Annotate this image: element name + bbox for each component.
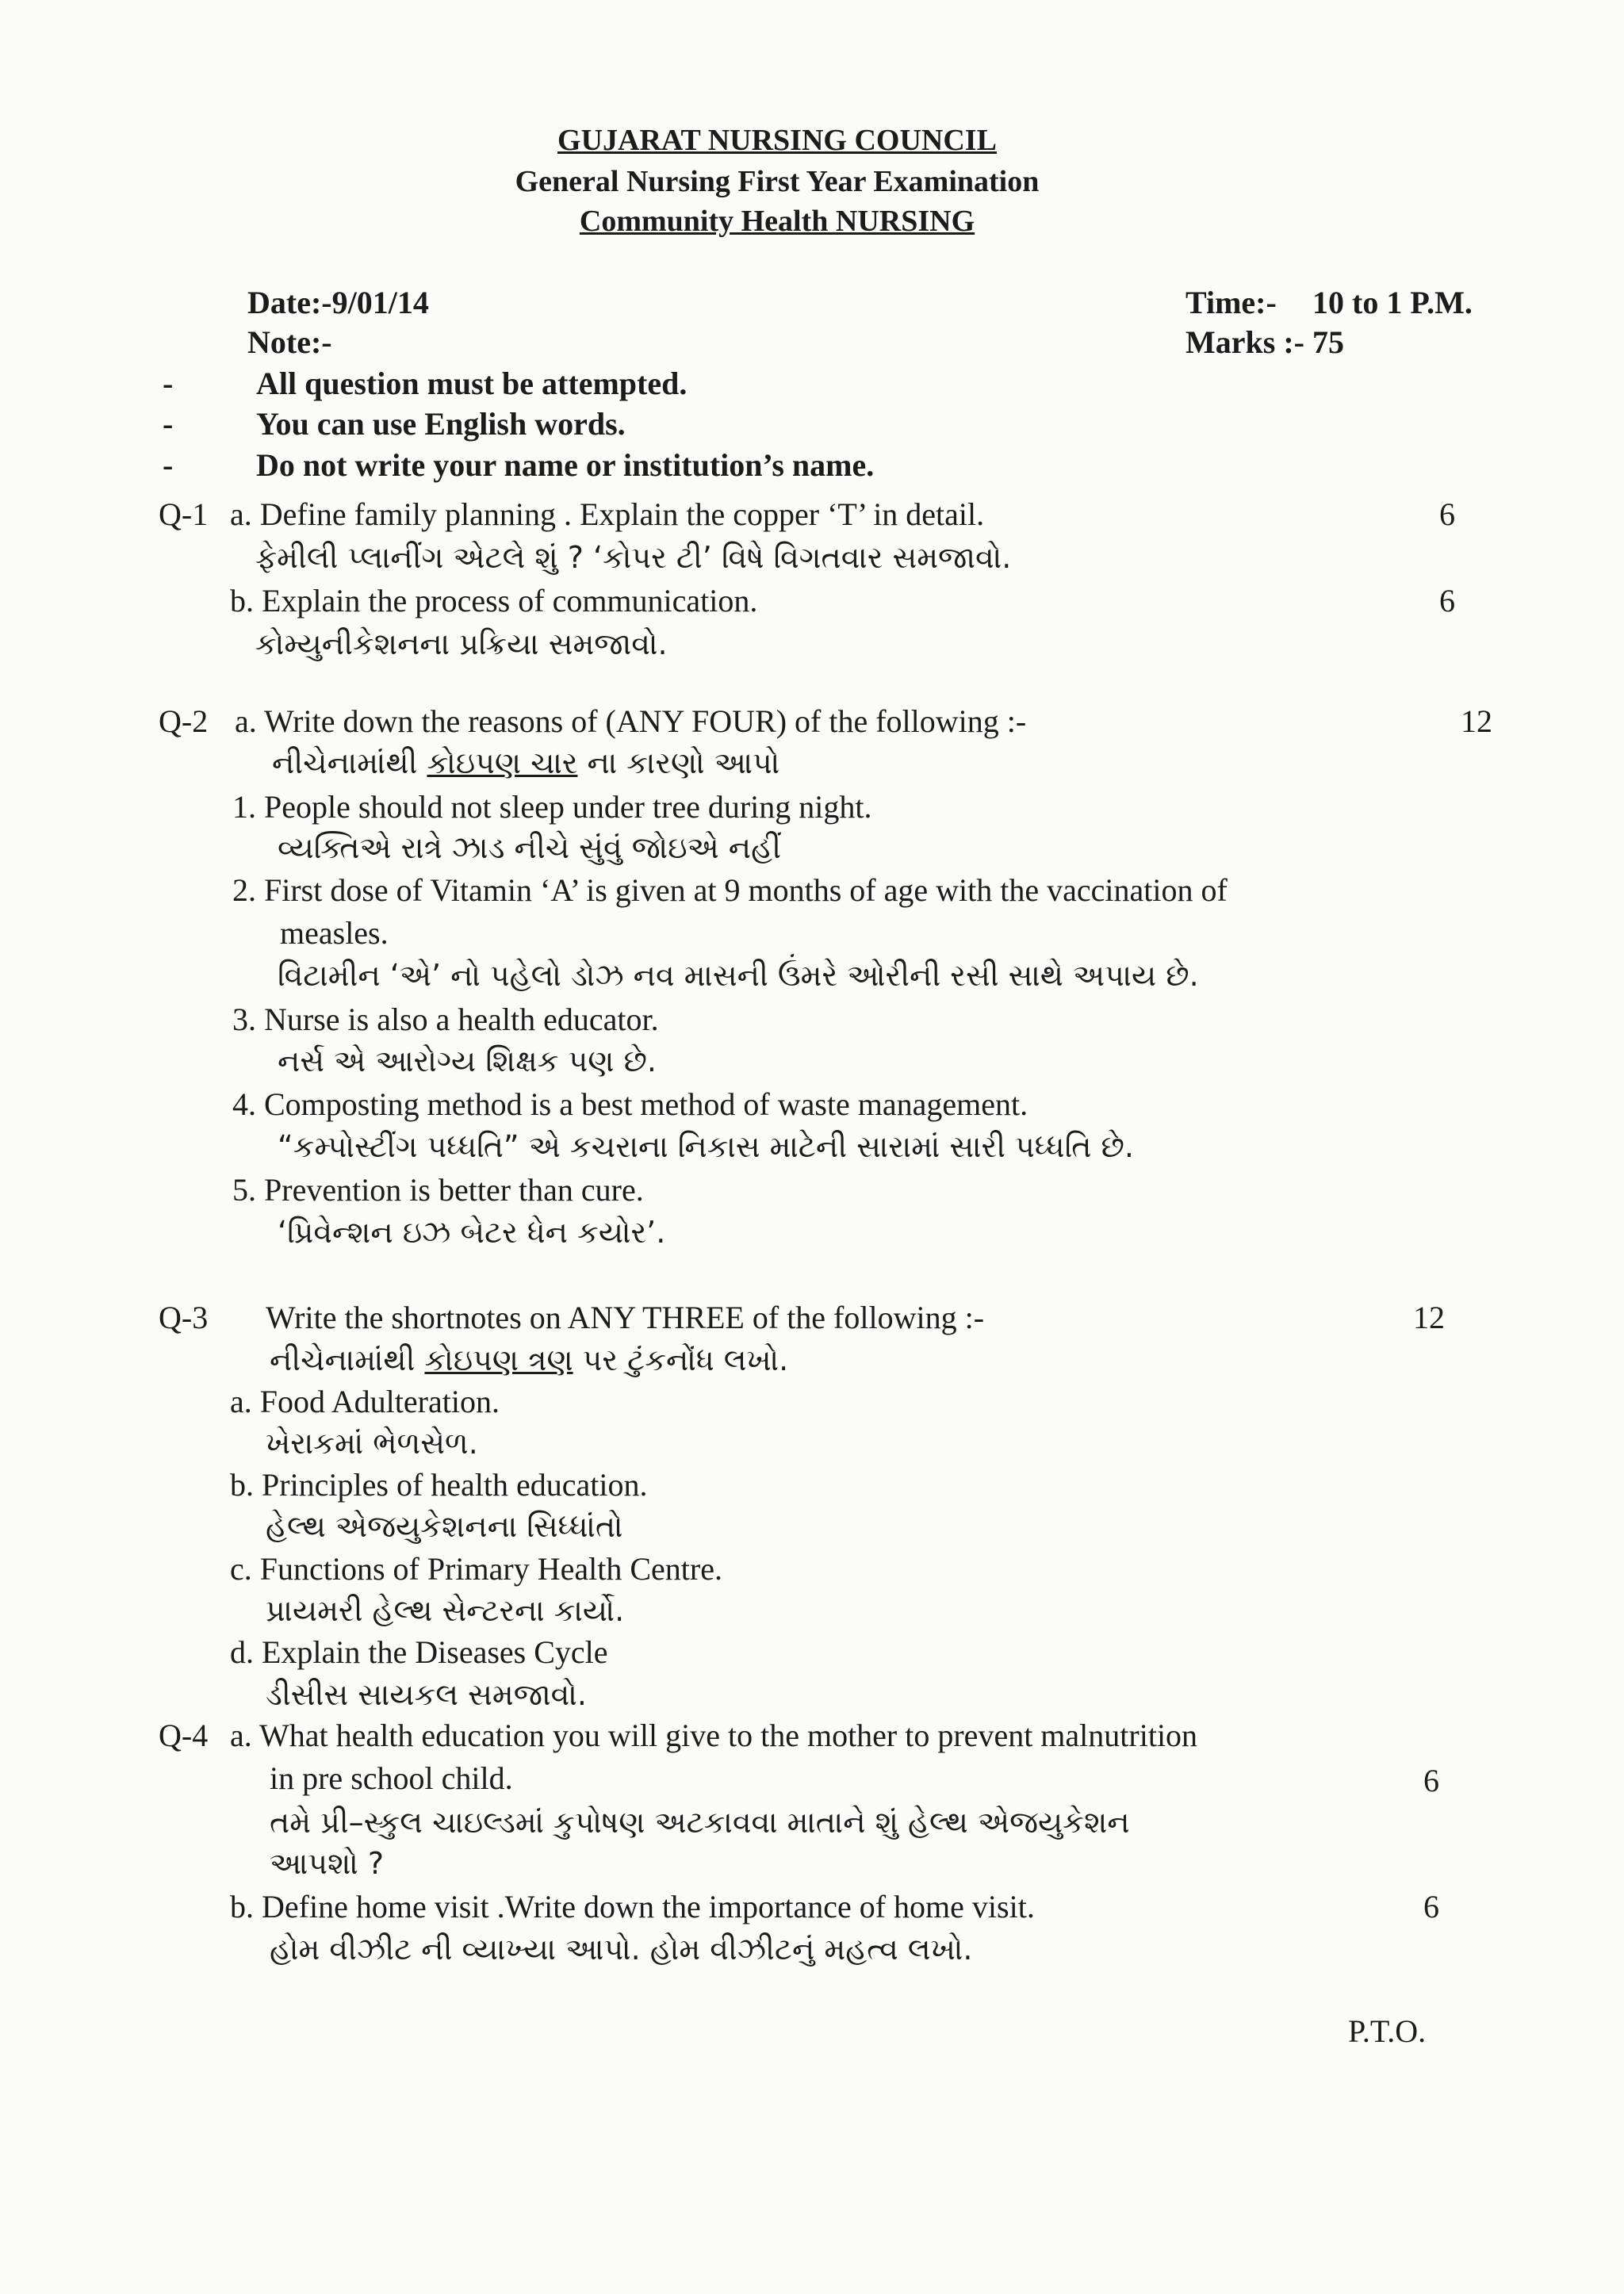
q2-item-3-gujarati: નર્સ એ આરોગ્ય શિક્ષક પણ છે. xyxy=(278,1044,657,1078)
q1-number: Q-1 xyxy=(159,496,209,532)
q2a-text: a. Write down the reasons of (ANY FOUR) of the following :- xyxy=(235,703,1027,739)
q4b-gujarati: હોમ વીઝીટ ની વ્યાખ્યા આપો. હોમ વીઝીટનું મહત્વ લખો. xyxy=(270,1932,973,1967)
q1a-text: a. Define family planning . Explain the copper ‘T’ in detail. xyxy=(230,496,985,532)
q3-title: Write the shortnotes on ANY THREE of the following :- xyxy=(266,1300,985,1335)
q3-marks: 12 xyxy=(1413,1300,1445,1335)
total-marks: Marks :- 75 xyxy=(1185,324,1344,360)
q3-item-d: d. Explain the Diseases Cycle xyxy=(230,1634,608,1670)
instruction-bullet: - xyxy=(163,366,174,401)
q2-item-3: 3. Nurse is also a health educator. xyxy=(232,1001,659,1037)
q4a-gujarati-cont: આપશો ? xyxy=(270,1846,385,1881)
time-value: 10 to 1 P.M. xyxy=(1312,285,1473,320)
q3-item-b: b. Principles of health education. xyxy=(230,1467,648,1503)
q3-item-b-gujarati: હેલ્થ એજયુકેશનના સિધ્ધાંતો xyxy=(266,1509,623,1544)
q3-item-d-gujarati: ડીસીસ સાયકલ સમજાવો. xyxy=(266,1677,587,1712)
q4a-marks: 6 xyxy=(1423,1763,1439,1798)
council-title: GUJARAT NURSING COUNCIL xyxy=(557,124,997,157)
q2a-gujarati: નીચેનામાંથી કોઇપણ ચાર ના કારણો આપો xyxy=(272,745,780,780)
instruction-1: All question must be attempted. xyxy=(256,366,688,401)
q2-item-2-gujarati: વિટામીન ‘એ’ નો પહેલો ડોઝ નવ માસની ઉંમરે ઓરીની રસી સાથે અપાય છે. xyxy=(278,958,1199,993)
q1a-gujarati: ફેમીલી પ્લાનીંગ એટલે શું ? ‘કોપર ટી’ વિષે વિગતવાર સમજાવો. xyxy=(255,540,1012,575)
subject-title: Community Health NURSING xyxy=(579,205,975,238)
q4b-text: b. Define home visit .Write down the importance of home visit. xyxy=(230,1889,1035,1924)
q4b-marks: 6 xyxy=(1423,1889,1439,1924)
q1b-gujarati: કોમ્યુનીકેશનના પ્રક્રિયા સમજાવો. xyxy=(255,626,668,661)
q1b-text: b. Explain the process of communication. xyxy=(230,583,758,618)
q4a-text: a. What health education you will give to the mother to prevent malnutrition xyxy=(230,1718,1198,1753)
q2-item-1: 1. People should not sleep under tree during night. xyxy=(232,789,872,825)
q1a-marks: 6 xyxy=(1439,496,1455,532)
instruction-3: Do not write your name or institution’s name. xyxy=(256,447,875,483)
q2-item-1-gujarati: વ્યક્તિએ રાત્રે ઝાડ નીચે સુંવું જોઇએ નહીં xyxy=(278,830,781,865)
q3-item-c-gujarati: પ્રાયમરી હેલ્થ સેન્ટરના કાર્યો. xyxy=(266,1593,625,1628)
q2-item-4-gujarati: “કમ્પોસ્ટીંગ પધ્ધતિ” એ કચરાના નિકાસ માટેની સારામાં સારી પધ્ધતિ છે. xyxy=(278,1129,1134,1164)
note-label: Note:- xyxy=(247,324,332,360)
q2-item-2: 2. First dose of Vitamin ‘A’ is given at 9 months of age with the vaccination of xyxy=(232,872,1228,908)
q3-item-a: a. Food Adulteration. xyxy=(230,1384,500,1419)
q2-item-2-cont: measles. xyxy=(280,915,389,951)
q2-number: Q-2 xyxy=(159,703,209,739)
instruction-bullet: - xyxy=(163,447,174,483)
exam-title: General Nursing First Year Examination xyxy=(515,165,1040,198)
instruction-2: You can use English words. xyxy=(256,406,626,442)
q4a-gujarati: તમે પ્રી–સ્કુલ ચાઇલ્ડમાં કુપોષણ અટકાવવા માતાને શું હેલ્થ એજયુકેશન xyxy=(270,1805,1130,1840)
instruction-bullet: - xyxy=(163,406,174,442)
q3-title-gujarati: નીચેનામાંથી કોઇપણ ત્રણ પર ટુંકનોંધ લખો. xyxy=(270,1342,789,1377)
q2-marks: 12 xyxy=(1461,703,1492,739)
q4a-text-cont: in pre school child. xyxy=(270,1760,513,1796)
q4-number: Q-4 xyxy=(159,1718,209,1753)
q2-item-5-gujarati: ‘પ્રિવેન્શન ઇઝ બેટર ધેન કયોર’. xyxy=(278,1215,666,1250)
pto-label: P.T.O. xyxy=(1348,2013,1427,2049)
time-label: Time:- xyxy=(1185,285,1277,320)
q2-item-4: 4. Composting method is a best method of waste management. xyxy=(232,1086,1028,1122)
exam-date: Date:-9/01/14 xyxy=(247,285,429,320)
q1b-marks: 6 xyxy=(1439,583,1455,618)
q2-item-5: 5. Prevention is better than cure. xyxy=(232,1172,644,1208)
q3-item-c: c. Functions of Primary Health Centre. xyxy=(230,1551,722,1587)
q3-item-a-gujarati: ખેરાકમાં ભેળસેળ. xyxy=(266,1426,478,1461)
q3-number: Q-3 xyxy=(159,1300,209,1335)
